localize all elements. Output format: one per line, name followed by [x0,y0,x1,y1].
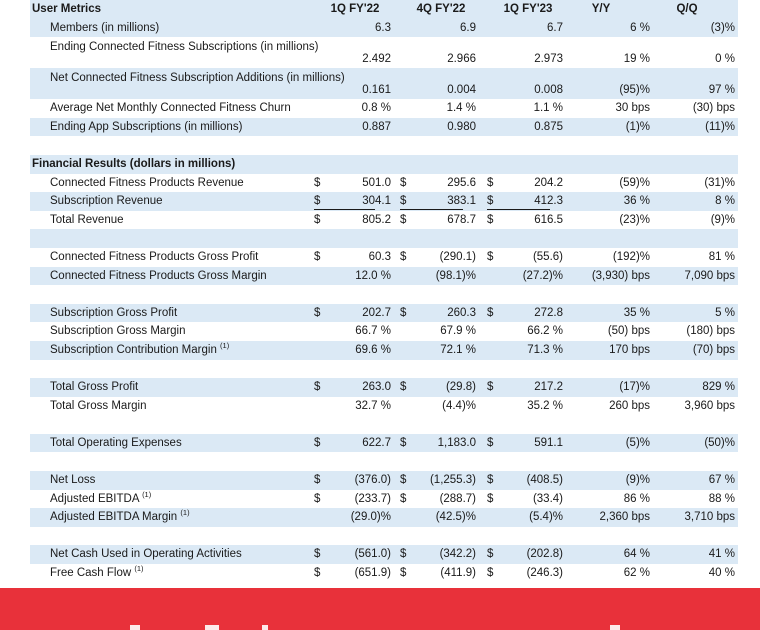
cell-yy: 62 % [623,567,650,580]
spacer-row [30,360,738,379]
currency-symbol: $ [400,492,407,505]
cell-1q-fy23: 272.8 [534,306,563,319]
col-header-4q-fy22: 4Q FY'22 [416,3,466,15]
cell-1q-fy22: 805.2 [362,213,391,226]
col-header-1q-fy22: 1Q FY'22 [330,3,380,15]
cell-yy: 64 % [623,548,650,561]
cell-1q-fy22: 622.7 [362,436,391,449]
cell-1q-fy22: (561.0) [354,548,391,561]
spacer-row [30,229,738,248]
footnote-marker: (1) [220,341,230,351]
row-label [50,508,190,527]
cell-1q-fy23: 0.008 [534,84,563,97]
table-row [30,378,738,397]
table-row [30,192,738,211]
cell-1q-fy23: (5.4)% [529,511,563,524]
cell-1q-fy22: 6.3 [375,21,391,34]
cell-yy: 19 % [623,53,650,66]
cell-1q-fy23: 0.875 [534,120,563,133]
cell-qq: (11)% [705,120,735,133]
spacer-row [30,285,738,304]
subtotal-underline [314,209,375,210]
cell-1q-fy23: 35.2 % [527,399,563,412]
header-label: User Metrics [32,3,102,15]
cell-4q-fy22: 2.966 [447,53,476,66]
cell-4q-fy22: (29.8) [445,381,476,394]
currency-symbol: $ [314,548,321,561]
cell-1q-fy22: 0.887 [362,120,391,133]
cell-qq: 81 % [708,250,735,263]
table-row [30,267,738,286]
row-label: Subscription Gross Profit [50,306,178,319]
cell-4q-fy22: 1,183.0 [437,436,476,449]
table-row [30,19,738,38]
cell-1q-fy22: 2.492 [362,53,391,66]
cell-4q-fy22: 1.4 % [446,102,476,115]
cell-1q-fy23: 71.3 % [527,343,563,356]
cell-1q-fy22: 66.7 % [355,325,391,338]
currency-symbol: $ [400,381,407,394]
cell-4q-fy22: 260.3 [447,306,476,319]
currency-symbol: $ [314,306,321,319]
cell-1q-fy22: 32.7 % [355,399,391,412]
currency-symbol: $ [487,492,494,505]
cell-1q-fy23: 1.1 % [533,102,563,115]
cell-yy: (59)% [619,176,650,189]
table-row [30,545,738,564]
row-label-text: Adjusted EBITDA Margin [50,511,178,524]
cell-1q-fy22: 69.6 % [355,343,391,356]
cell-4q-fy22: 72.1 % [440,343,476,356]
currency-symbol: $ [487,213,494,226]
cell-qq: (180) bps [686,325,735,338]
cell-yy: (9)% [625,474,650,487]
red-banner [0,588,760,630]
table-row [30,341,738,360]
currency-symbol: $ [487,436,494,449]
currency-symbol: $ [400,250,407,263]
banner-partial-text [0,622,760,630]
cell-4q-fy22: 67.9 % [440,325,476,338]
cell-qq: 3,710 bps [684,511,735,524]
col-header-1q-fy23: 1Q FY'23 [503,3,553,15]
table-header-row [30,0,738,19]
cell-qq: 88 % [708,492,735,505]
cell-1q-fy22: 60.3 [368,250,391,263]
cell-1q-fy23: (55.6) [532,250,563,263]
currency-symbol: $ [487,195,494,208]
currency-symbol: $ [400,436,407,449]
cell-1q-fy23: (27.2)% [522,269,563,282]
table-row [30,397,738,416]
row-label [50,341,229,360]
currency-symbol: $ [400,213,407,226]
cell-qq: 97 % [708,84,735,97]
cell-4q-fy22: 0.004 [447,84,476,97]
row-label: Total Gross Margin [50,399,147,412]
cell-4q-fy22: (4.4)% [442,399,476,412]
subtotal-underline [487,209,550,210]
row-label [50,564,144,583]
currency-symbol: $ [400,567,407,580]
cell-qq: 41 % [708,548,735,561]
cell-yy: 86 % [623,492,650,505]
cell-qq: (70) bps [692,343,735,356]
cell-4q-fy22: (1,255.3) [429,474,476,487]
cell-yy: 260 bps [609,399,650,412]
cell-4q-fy22: (42.5)% [435,511,476,524]
cell-1q-fy23: 217.2 [534,381,563,394]
cell-yy: (1)% [625,120,650,133]
table-row [30,434,738,453]
currency-symbol: $ [400,306,407,319]
cell-yy: 2,360 bps [599,511,650,524]
row-label: Subscription Gross Margin [50,325,186,338]
cell-yy: (23)% [619,213,650,226]
cell-yy: 36 % [623,195,650,208]
cell-qq: (9)% [710,213,735,226]
cell-yy: (192)% [612,250,650,263]
row-label: Net Cash Used in Operating Activities [50,548,242,561]
table-row [30,174,738,193]
row-label: Net Loss [50,474,96,487]
cell-1q-fy22: 0.161 [362,84,391,97]
row-label: Total Gross Profit [50,381,139,394]
cell-1q-fy23: 66.2 % [527,325,563,338]
cell-1q-fy22: 263.0 [362,381,391,394]
currency-symbol: $ [400,548,407,561]
col-header-qq: Q/Q [676,3,698,15]
cell-yy: (50) bps [607,325,650,338]
table-row [30,304,738,323]
cell-1q-fy23: 204.2 [534,176,563,189]
table-row [30,471,738,490]
table-row [30,490,738,509]
cell-4q-fy22: (98.1)% [435,269,476,282]
row-label: Net Connected Fitness Subscription Additions (in millions) [50,72,345,85]
currency-symbol: $ [314,567,321,580]
cell-1q-fy22: 0.8 % [361,102,391,115]
currency-symbol: $ [314,213,321,226]
cell-1q-fy23: 6.7 [547,21,563,34]
spacer-row [30,136,738,155]
cell-yy: (95)% [619,84,650,97]
footnote-marker: (1) [142,489,152,499]
currency-symbol: $ [487,306,494,319]
table-row [30,508,738,527]
currency-symbol: $ [487,176,494,189]
cell-4q-fy22: (288.7) [439,492,476,505]
currency-symbol: $ [400,195,407,208]
cell-yy: 6 % [630,21,650,34]
financial-metrics-table [30,0,738,583]
table-body [30,19,738,583]
row-label: Average Net Monthly Connected Fitness Churn [50,102,291,115]
cell-4q-fy22: 6.9 [460,21,476,34]
currency-symbol: $ [400,176,407,189]
cell-4q-fy22: 295.6 [447,176,476,189]
footnote-marker: (1) [180,508,190,518]
row-label: Total Operating Expenses [50,436,182,449]
row-label: Ending Connected Fitness Subscriptions (in millions) [50,41,319,54]
cell-1q-fy22: (651.9) [354,567,391,580]
cell-1q-fy22: (29.0)% [350,511,391,524]
table-row [30,99,738,118]
currency-symbol: $ [314,250,321,263]
cell-yy: 35 % [623,306,650,319]
currency-symbol: $ [314,195,321,208]
cell-yy: 30 bps [615,102,650,115]
row-label-text: Subscription Contribution Margin [50,343,217,356]
spacer-row [30,415,738,434]
table-row [30,564,738,583]
cell-1q-fy23: (246.3) [526,567,563,580]
row-label: Connected Fitness Products Gross Margin [50,269,267,282]
cell-qq: 829 % [702,381,735,394]
cell-1q-fy23: 591.1 [534,436,563,449]
cell-qq: 67 % [708,474,735,487]
cell-yy: 170 bps [609,343,650,356]
cell-1q-fy23: (33.4) [532,492,563,505]
row-label [50,490,151,509]
row-label-text: Adjusted EBITDA [50,492,139,505]
col-header-yy: Y/Y [591,3,611,15]
cell-1q-fy23: (408.5) [526,474,563,487]
cell-1q-fy23: 412.3 [534,195,563,208]
table-row [30,322,738,341]
row-label: Total Revenue [50,213,124,226]
cell-1q-fy22: 501.0 [362,176,391,189]
section-header-row [30,155,738,174]
cell-yy: (17)% [619,381,650,394]
row-label: Connected Fitness Products Revenue [50,176,244,189]
cell-1q-fy22: (376.0) [354,474,391,487]
currency-symbol: $ [400,474,407,487]
currency-symbol: $ [314,436,321,449]
cell-1q-fy23: (202.8) [526,548,563,561]
cell-1q-fy23: 616.5 [534,213,563,226]
table-row [30,68,738,99]
spacer-row [30,452,738,471]
row-label: Subscription Revenue [50,195,163,208]
cell-qq: 8 % [715,195,735,208]
row-label: Members (in millions) [50,21,160,34]
row-label-text: Free Cash Flow [50,567,132,580]
footnote-marker: (1) [134,564,144,574]
cell-qq: 40 % [708,567,735,580]
cell-4q-fy22: 0.980 [447,120,476,133]
table-row [30,248,738,267]
cell-qq: (31)% [704,176,735,189]
cell-4q-fy22: (342.2) [439,548,476,561]
row-label: Financial Results (dollars in millions) [32,157,236,170]
row-label: Ending App Subscriptions (in millions) [50,120,243,133]
currency-symbol: $ [487,250,494,263]
cell-qq: 5 % [715,306,735,319]
cell-qq: (50)% [704,436,735,449]
currency-symbol: $ [487,548,494,561]
cell-yy: (3,930) bps [591,269,650,282]
cell-1q-fy23: 2.973 [534,53,563,66]
table-row [30,211,738,230]
cell-4q-fy22: 383.1 [447,195,476,208]
cell-yy: (5)% [625,436,650,449]
cell-1q-fy22: (233.7) [354,492,391,505]
cell-1q-fy22: 12.0 % [355,269,391,282]
cell-qq: 0 % [715,53,735,66]
cell-4q-fy22: (290.1) [439,250,476,263]
table-row [30,118,738,137]
currency-symbol: $ [314,381,321,394]
currency-symbol: $ [487,474,494,487]
cell-4q-fy22: 678.7 [447,213,476,226]
table-row [30,37,738,68]
currency-symbol: $ [314,492,321,505]
subtotal-underline [400,209,463,210]
cell-1q-fy22: 304.1 [362,195,391,208]
row-label: Connected Fitness Products Gross Profit [50,250,259,263]
cell-qq: 7,090 bps [684,269,735,282]
cell-qq: (30) bps [692,102,735,115]
spacer-row [30,527,738,546]
currency-symbol: $ [487,381,494,394]
cell-1q-fy22: 202.7 [362,306,391,319]
cell-qq: 3,960 bps [684,399,735,412]
currency-symbol: $ [487,567,494,580]
currency-symbol: $ [314,474,321,487]
cell-qq: (3)% [710,21,735,34]
currency-symbol: $ [314,176,321,189]
cell-4q-fy22: (411.9) [440,567,476,580]
